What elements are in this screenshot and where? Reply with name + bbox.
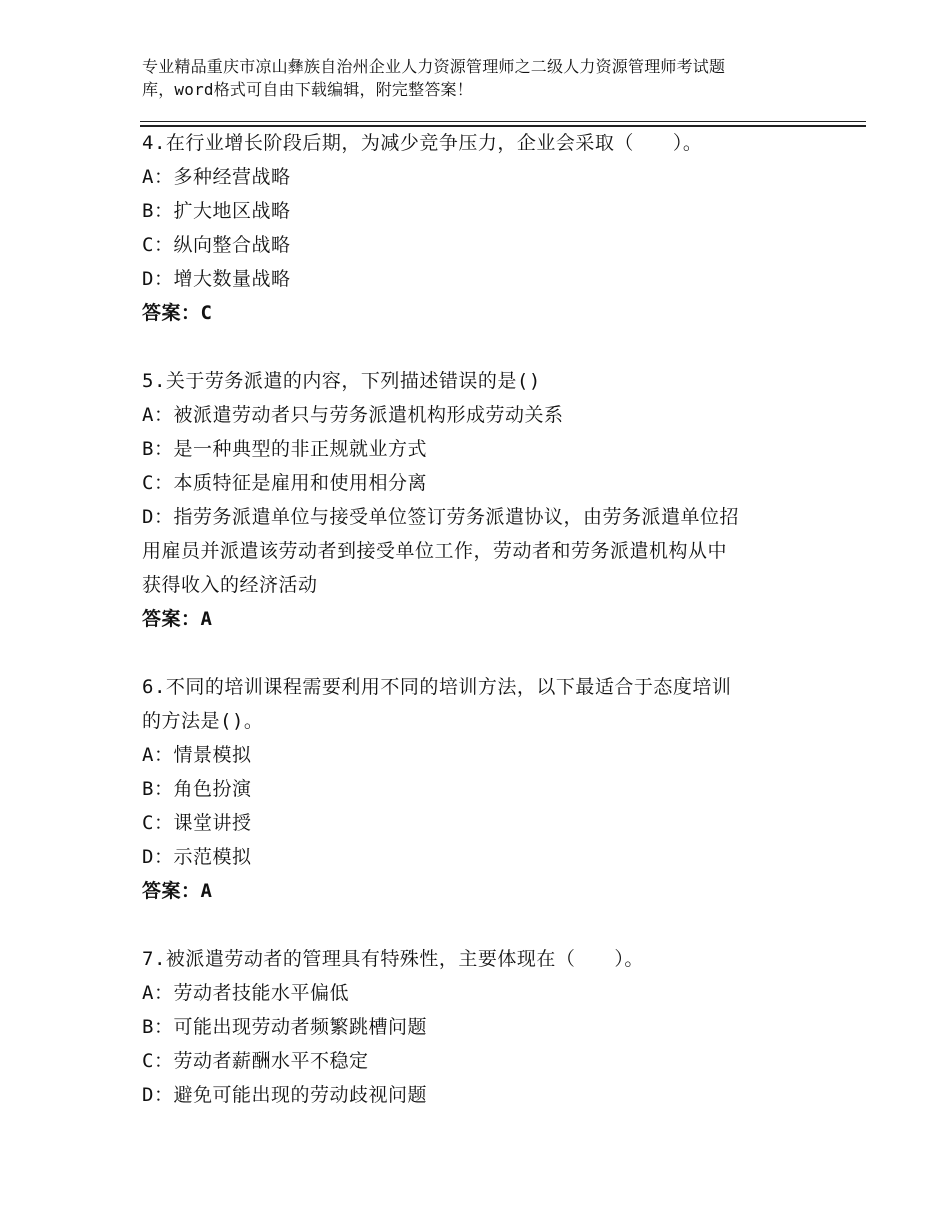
question-5 bbox=[142, 364, 842, 636]
header-line-2: 库，word格式可自由下载编辑，附完整答案！ bbox=[142, 80, 473, 99]
header-divider-thin bbox=[140, 121, 866, 122]
answer-label: 答案：A bbox=[142, 880, 213, 902]
option-d: D：增大数量战略 bbox=[142, 268, 291, 290]
question-6 bbox=[142, 670, 842, 908]
option-b: B：角色扮演 bbox=[142, 778, 252, 800]
question-4 bbox=[142, 126, 842, 330]
question-list bbox=[142, 126, 842, 1112]
option-d: D：指劳务派遣单位与接受单位签订劳务派遣协议，由劳务派遣单位招 bbox=[142, 506, 739, 528]
option-c: C：劳动者薪酬水平不稳定 bbox=[142, 1050, 369, 1072]
question-stem: 4.在行业增长阶段后期，为减少竞争压力，企业会采取（ ）。 bbox=[142, 132, 703, 154]
option-d-continued: 用雇员并派遣该劳动者到接受单位工作，劳动者和劳务派遣机构从中 bbox=[142, 540, 728, 562]
option-a: A：劳动者技能水平偏低 bbox=[142, 982, 349, 1004]
option-a: A：情景模拟 bbox=[142, 744, 252, 766]
option-c: C：纵向整合战略 bbox=[142, 234, 291, 256]
option-c: C：本质特征是雇用和使用相分离 bbox=[142, 472, 427, 494]
option-d: D：示范模拟 bbox=[142, 846, 252, 868]
answer-label: 答案：A bbox=[142, 608, 213, 630]
option-d-continued: 获得收入的经济活动 bbox=[142, 574, 318, 596]
spacer bbox=[142, 636, 842, 670]
option-b: B：是一种典型的非正规就业方式 bbox=[142, 438, 427, 460]
option-c: C：课堂讲授 bbox=[142, 812, 252, 834]
question-stem: 7.被派遣劳动者的管理具有特殊性，主要体现在（ ）。 bbox=[142, 948, 644, 970]
answer-label: 答案：C bbox=[142, 302, 213, 324]
spacer bbox=[142, 330, 842, 364]
spacer bbox=[142, 908, 842, 942]
option-b: B：可能出现劳动者频繁跳槽问题 bbox=[142, 1016, 427, 1038]
option-d: D：避免可能出现的劳动歧视问题 bbox=[142, 1084, 427, 1106]
option-a: A：多种经营战略 bbox=[142, 166, 291, 188]
question-stem: 5.关于劳务派遣的内容，下列描述错误的是() bbox=[142, 370, 541, 392]
header-line-1: 专业精品重庆市凉山彝族自治州企业人力资源管理师之二级人力资源管理师考试题 bbox=[142, 57, 726, 76]
option-a: A：被派遣劳动者只与劳务派遣机构形成劳动关系 bbox=[142, 404, 564, 426]
option-b: B：扩大地区战略 bbox=[142, 200, 291, 222]
question-7 bbox=[142, 942, 842, 1112]
question-stem: 6.不同的培训课程需要利用不同的培训方法，以下最适合于态度培训 bbox=[142, 676, 732, 698]
question-stem-continued: 的方法是()。 bbox=[142, 710, 264, 732]
document-header bbox=[142, 55, 842, 101]
